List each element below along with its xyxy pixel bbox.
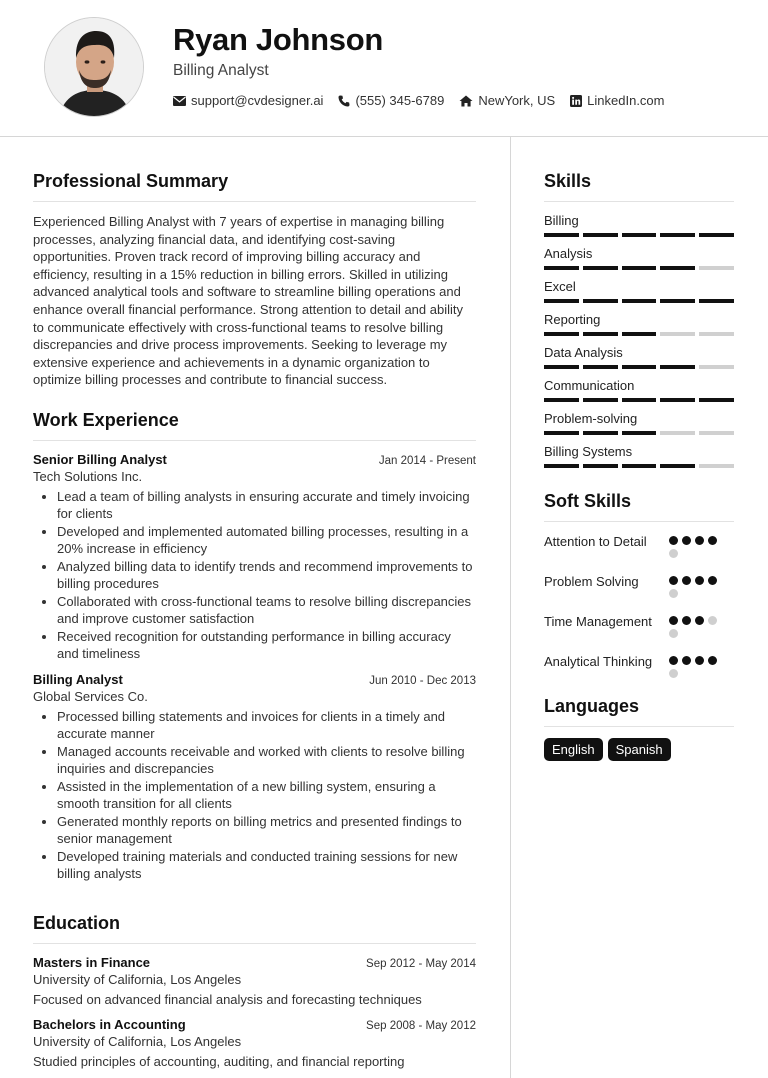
job-company: Global Services Co. bbox=[33, 688, 148, 704]
skill-level-segment bbox=[660, 398, 695, 402]
degree-title: Bachelors in Accounting bbox=[33, 1017, 186, 1032]
contact-bar bbox=[173, 93, 680, 108]
skill-name: Reporting bbox=[544, 312, 601, 327]
skill-level-segment bbox=[660, 299, 695, 303]
list-item: • Processed billing statements and invoices for clients in a timely and accurate manner bbox=[57, 708, 476, 743]
skill-item bbox=[544, 411, 734, 435]
rating-dot bbox=[669, 589, 678, 598]
language-tag: English bbox=[544, 738, 603, 761]
skill-level-bar bbox=[544, 332, 734, 336]
skill-level-segment bbox=[544, 233, 579, 237]
contact-phone[interactable] bbox=[338, 93, 444, 108]
list-item: • Lead a team of billing analysts in ensuring accurate and timely invoicing for clients bbox=[57, 488, 476, 523]
skills-list bbox=[544, 213, 734, 468]
skill-level-segment bbox=[660, 431, 695, 435]
skill-name: Problem-solving bbox=[544, 411, 638, 426]
skill-level-segment bbox=[699, 431, 734, 435]
phone-icon bbox=[338, 95, 350, 107]
skill-level-segment bbox=[583, 398, 618, 402]
job-entry bbox=[33, 452, 476, 663]
rating-dot bbox=[708, 616, 717, 625]
contact-linkedin[interactable] bbox=[570, 93, 664, 108]
rating-dot bbox=[695, 616, 704, 625]
skill-item bbox=[544, 345, 734, 369]
resume-header bbox=[0, 0, 768, 137]
skill-level-bar bbox=[544, 233, 734, 237]
skill-level-segment bbox=[699, 332, 734, 336]
soft-skills-heading: Soft Skills bbox=[544, 491, 734, 522]
rating-dot bbox=[682, 576, 691, 585]
skill-level-segment bbox=[699, 365, 734, 369]
education-section bbox=[33, 913, 476, 1069]
rating-dot bbox=[669, 669, 678, 678]
skill-level-segment bbox=[622, 266, 657, 270]
job-dates: Jan 2014 - Present bbox=[378, 455, 476, 467]
list-item: • Developed and implemented automated billing processes, resulting in a 20% increase in efficiency bbox=[57, 523, 476, 558]
list-item: • Analyzed billing data to identify trends and recommend improvements to billing procedures bbox=[57, 558, 476, 593]
skill-level-segment bbox=[699, 233, 734, 237]
skill-level-bar bbox=[544, 431, 734, 435]
languages-section bbox=[544, 696, 734, 761]
skill-level-segment bbox=[622, 233, 657, 237]
skill-name: Billing bbox=[544, 213, 579, 228]
rating-dot bbox=[708, 656, 717, 665]
degree-title: Masters in Finance bbox=[33, 955, 151, 970]
skill-level-segment bbox=[583, 266, 618, 270]
language-tags bbox=[544, 738, 734, 761]
skill-level-segment bbox=[660, 365, 695, 369]
envelope-icon bbox=[173, 96, 186, 106]
skill-level-segment bbox=[544, 332, 579, 336]
education-entry bbox=[33, 955, 476, 1007]
avatar-icon bbox=[45, 18, 144, 117]
skill-item bbox=[544, 312, 734, 336]
skill-level-bar bbox=[544, 398, 734, 402]
rating-dot bbox=[669, 656, 678, 665]
degree-description: Focused on advanced financial analysis and forecasting techniques bbox=[33, 992, 422, 1007]
summary-heading: Professional Summary bbox=[33, 171, 476, 202]
skill-level-segment bbox=[544, 464, 579, 468]
soft-skill-item bbox=[544, 613, 734, 653]
job-entry bbox=[33, 672, 476, 883]
skills-heading: Skills bbox=[544, 171, 734, 202]
skill-level-bar bbox=[544, 299, 734, 303]
rating-dot bbox=[708, 536, 717, 545]
skill-level-segment bbox=[544, 299, 579, 303]
skill-level-segment bbox=[544, 431, 579, 435]
skill-level-segment bbox=[622, 398, 657, 402]
email-text: support@cvdesigner.ai bbox=[191, 93, 324, 108]
soft-skill-name: Analytical Thinking bbox=[544, 654, 653, 669]
skill-level-segment bbox=[622, 332, 657, 336]
list-item: • Developed training materials and conducted training sessions for new billing analysts bbox=[57, 848, 476, 883]
skill-level-segment bbox=[660, 266, 695, 270]
skill-level-segment bbox=[583, 233, 618, 237]
skill-level-segment bbox=[699, 464, 734, 468]
skill-level-segment bbox=[660, 332, 695, 336]
soft-skill-name: Time Management bbox=[544, 614, 652, 629]
list-item: • Assisted in the implementation of a new billing system, ensuring a smooth transition for all clients bbox=[57, 778, 476, 813]
degree-description: Studied principles of accounting, auditing, and financial reporting bbox=[33, 1054, 405, 1069]
language-tag: Spanish bbox=[608, 738, 671, 761]
rating-dot bbox=[669, 536, 678, 545]
skill-item bbox=[544, 444, 734, 468]
rating-dot bbox=[669, 616, 678, 625]
education-entry bbox=[33, 1017, 476, 1069]
soft-skill-item bbox=[544, 653, 734, 693]
degree-dates: Sep 2008 - May 2012 bbox=[366, 1020, 476, 1032]
experience-section bbox=[33, 410, 476, 883]
job-dates: Jun 2010 - Dec 2013 bbox=[369, 674, 476, 687]
skill-level-segment bbox=[583, 365, 618, 369]
summary-text: Experienced Billing Analyst with 7 years of expertise in managing billing processes, analyzing financial data, and identifying cost-saving opportunities. Proven track record of improving billing accuracy and efficiency, resulting in a 15% reduction in billing errors. Skilled in utilizing advanced analytical tools and software to streamline billing operations and enhance overall financial performance. Strong attention to detail and ability to communicate effectively with cross-functional teams to resolve billing discrepancies and drive process improvements. Seeking to leverage my extensive experience and achievements in a dynamic organization to optimize billing processes and contribute to financial success. bbox=[33, 214, 463, 388]
soft-skill-rating bbox=[669, 576, 729, 598]
skill-item bbox=[544, 279, 734, 303]
school-name: University of California, Los Angeles bbox=[33, 972, 242, 987]
skill-level-segment bbox=[544, 398, 579, 402]
rating-dot bbox=[695, 536, 704, 545]
rating-dot bbox=[669, 629, 678, 638]
skill-item bbox=[544, 378, 734, 402]
contact-location bbox=[459, 93, 555, 108]
soft-skill-name: Problem Solving bbox=[544, 574, 639, 589]
summary-section bbox=[33, 171, 476, 389]
column-divider bbox=[510, 137, 511, 1078]
soft-skill-item bbox=[544, 533, 734, 573]
rating-dot bbox=[669, 576, 678, 585]
skill-level-segment bbox=[622, 365, 657, 369]
rating-dot bbox=[708, 576, 717, 585]
skill-level-segment bbox=[583, 431, 618, 435]
list-item: • Generated monthly reports on billing metrics and presented findings to senior management bbox=[57, 813, 476, 848]
phone-text: (555) 345-6789 bbox=[355, 93, 445, 108]
job-bullets bbox=[33, 708, 476, 883]
soft-skill-name: Attention to Detail bbox=[544, 534, 647, 549]
profile-photo bbox=[44, 17, 144, 117]
skill-level-segment bbox=[622, 464, 657, 468]
candidate-name: Ryan Johnson bbox=[173, 22, 383, 57]
soft-skills-list bbox=[544, 533, 734, 693]
list-item: • Managed accounts receivable and worked with clients to resolve billing inquiries and discrepancies bbox=[57, 743, 476, 778]
rating-dot bbox=[682, 536, 691, 545]
school-name: University of California, Los Angeles bbox=[33, 1034, 242, 1049]
soft-skill-rating bbox=[669, 616, 729, 638]
rating-dot bbox=[669, 549, 678, 558]
job-company: Tech Solutions Inc. bbox=[33, 469, 143, 484]
skill-name: Data Analysis bbox=[544, 345, 623, 360]
skills-section bbox=[544, 171, 734, 477]
soft-skill-item bbox=[544, 573, 734, 613]
skill-level-segment bbox=[544, 365, 579, 369]
soft-skills-section bbox=[544, 491, 734, 693]
education-heading: Education bbox=[33, 913, 476, 944]
skill-level-segment bbox=[583, 332, 618, 336]
skill-level-segment bbox=[699, 266, 734, 270]
rating-dot bbox=[695, 656, 704, 665]
linkedin-text: LinkedIn.com bbox=[587, 93, 665, 108]
degree-dates: Sep 2012 - May 2014 bbox=[366, 958, 476, 970]
skill-level-segment bbox=[622, 299, 657, 303]
languages-heading: Languages bbox=[544, 696, 734, 727]
skill-level-bar bbox=[544, 365, 734, 369]
list-item: • Collaborated with cross-functional teams to resolve billing discrepancies and improve customer satisfaction bbox=[57, 593, 476, 628]
soft-skill-rating bbox=[669, 656, 729, 678]
skill-level-segment bbox=[583, 464, 618, 468]
skill-level-segment bbox=[544, 266, 579, 270]
rating-dot bbox=[682, 616, 691, 625]
rating-dot bbox=[695, 576, 704, 585]
skill-level-segment bbox=[660, 464, 695, 468]
linkedin-icon bbox=[570, 95, 582, 107]
skill-name: Billing Systems bbox=[544, 444, 633, 459]
candidate-title: Billing Analyst bbox=[173, 62, 269, 79]
skill-level-bar bbox=[544, 464, 734, 468]
contact-email[interactable] bbox=[173, 93, 323, 108]
skill-level-bar bbox=[544, 266, 734, 270]
skill-level-segment bbox=[583, 299, 618, 303]
home-icon bbox=[459, 95, 473, 107]
skill-level-segment bbox=[699, 299, 734, 303]
job-title: Senior Billing Analyst bbox=[33, 452, 167, 467]
rating-dot bbox=[682, 656, 691, 665]
skill-item bbox=[544, 213, 734, 237]
experience-heading: Work Experience bbox=[33, 410, 476, 441]
list-item: • Received recognition for outstanding performance in billing accuracy and timeliness bbox=[57, 628, 476, 663]
skill-level-segment bbox=[699, 398, 734, 402]
skill-name: Analysis bbox=[544, 246, 593, 261]
skill-level-segment bbox=[660, 233, 695, 237]
soft-skill-rating bbox=[669, 536, 729, 558]
skill-level-segment bbox=[622, 431, 657, 435]
skill-item bbox=[544, 246, 734, 270]
location-text: NewYork, US bbox=[478, 93, 556, 108]
job-bullets bbox=[33, 488, 476, 663]
skill-name: Excel bbox=[544, 279, 576, 294]
job-title: Billing Analyst bbox=[33, 671, 123, 687]
skill-name: Communication bbox=[544, 378, 635, 393]
